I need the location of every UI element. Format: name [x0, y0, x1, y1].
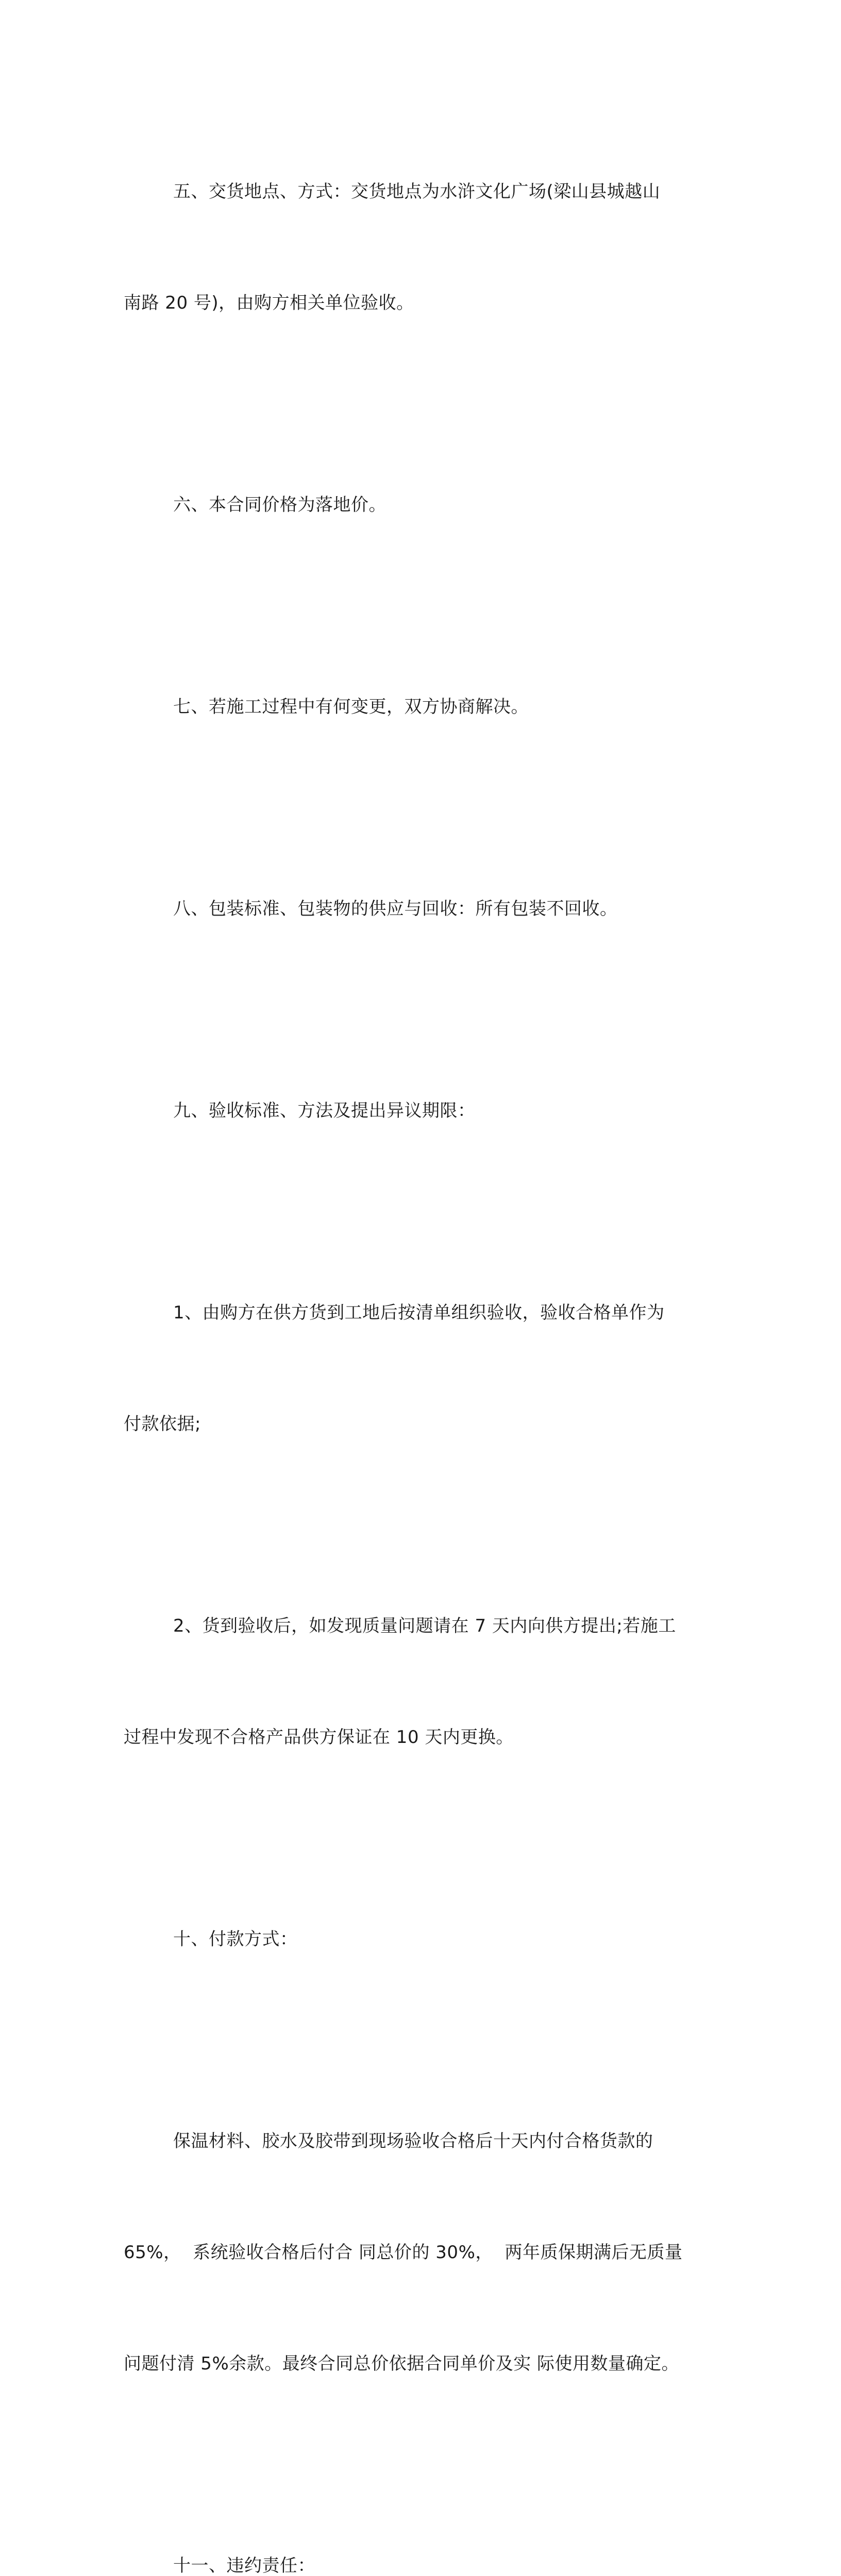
clause-acceptance-2 [124, 1533, 711, 1830]
text-line: 六、本合同价格为落地价。 [173, 495, 386, 515]
text-line: 1、由购方在供方货到工地后按清单组织验收，验收合格单作为 [173, 1302, 665, 1323]
text-line: 八、包装标准、包装物的供应与回收：所有包装不回收。 [173, 899, 618, 919]
text-line: 付款依据; [124, 1414, 201, 1434]
text-line: 五、交货地点、方式：交货地点为水浒文化广场(梁山县城越山 [173, 181, 661, 202]
clause-payment-body [124, 2048, 711, 2456]
text-line: 七、若施工过程中有何变更，双方协商解决。 [173, 697, 529, 717]
text-line: 十一、违约责任： [173, 2555, 315, 2576]
clause-liability-heading [124, 2473, 711, 2576]
document-body [124, 99, 711, 2576]
clause-acceptance-1 [124, 1220, 711, 1517]
text-line: 过程中发现不合格产品供方保证在 10 天内更换。 [124, 1727, 514, 1748]
clause-changes [124, 614, 711, 800]
clause-price [124, 412, 711, 598]
text-line: 南路 20 号)，由购方相关单位验收。 [124, 293, 414, 313]
text-line: 保温材料、胶水及胶带到现场验收合格后十天内付合格货款的 [173, 2131, 653, 2151]
text-line: 十、付款方式： [173, 1929, 298, 1950]
clause-payment-heading [124, 1846, 711, 2032]
clause-acceptance-heading [124, 1018, 711, 1204]
clause-packaging [124, 816, 711, 1002]
text-line: 问题付清 5%余款。最终合同总价依据合同单价及实 际使用数量确定。 [124, 2353, 680, 2374]
clause-delivery-place [124, 99, 711, 396]
text-line: 2、货到验收后，如发现质量问题请在 7 天内向供方提出;若施工 [173, 1616, 676, 1636]
text-line: 65%， 系统验收合格后付合 同总价的 30%， 两年质保期满后无质量 [124, 2242, 683, 2263]
text-line: 九、验收标准、方法及提出异议期限： [173, 1100, 476, 1121]
